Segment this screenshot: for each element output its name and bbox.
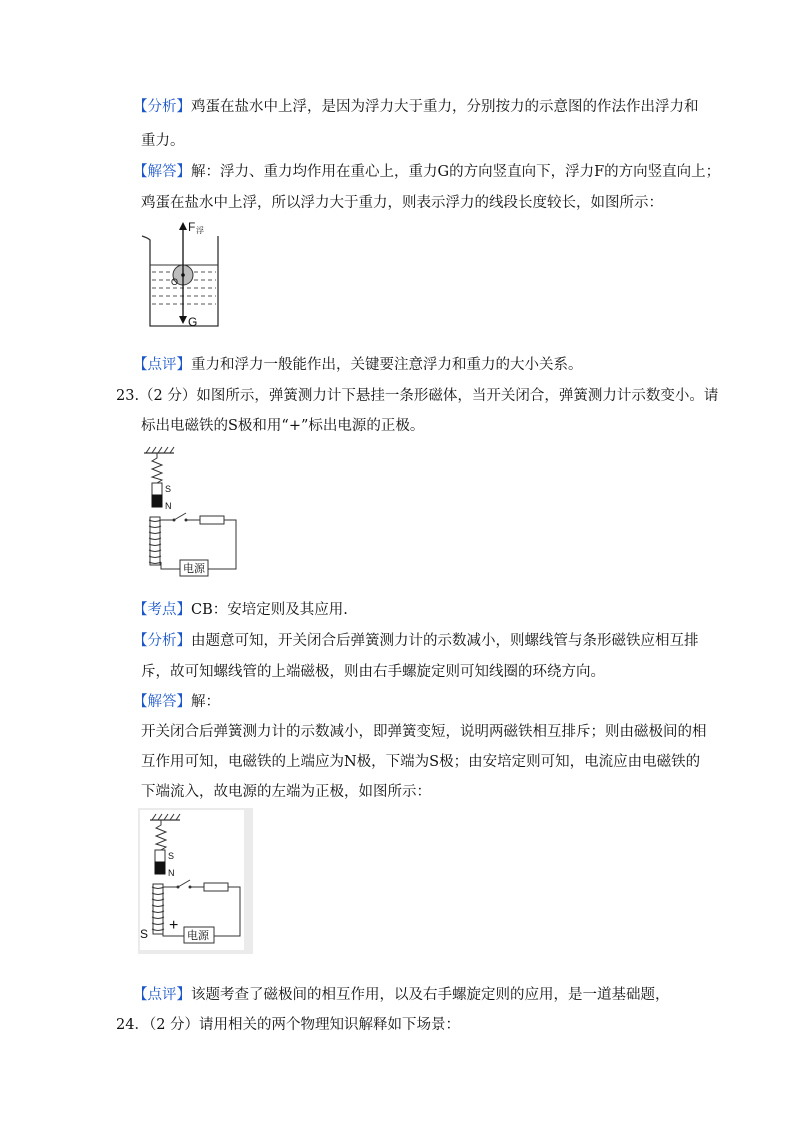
q23-stem-line-1: 23.（2 分）如图所示，弹簧测力计下悬挂一条形磁体，当开关闭合，弹簧测力计示数变小。请 bbox=[116, 388, 719, 404]
gravity-label: G bbox=[188, 315, 198, 329]
q23-comment-line bbox=[133, 985, 670, 1005]
q23-comment-tag: 【点评】 bbox=[133, 987, 191, 1003]
solenoid-s-pole-label: S bbox=[140, 927, 149, 941]
analysis-line-2: 重力。 bbox=[141, 133, 185, 149]
answer-magnet-s-label: S bbox=[168, 851, 175, 861]
q23-stem-line-2: 标出电磁铁的S极和用“+”标出电源的正极。 bbox=[141, 418, 425, 434]
q23-answer-head-text: 解： bbox=[191, 694, 220, 710]
q23-analysis-tag: 【分析】 bbox=[133, 633, 191, 649]
answer-circuit-figure bbox=[138, 808, 253, 954]
comment-text: 重力和浮力一般能作出，关键要注意浮力和重力的大小关系。 bbox=[191, 357, 583, 373]
comment-tag: 【点评】 bbox=[133, 357, 191, 373]
q23-analysis-line-2: 斥，故可知螺线管的上端磁极，则由右手螺旋定则可知线圈的环绕方向。 bbox=[141, 664, 605, 680]
q23-answer-line-3: 下端流入，故电源的左端为正极，如图所示： bbox=[141, 784, 431, 800]
power-supply-label: 电源 bbox=[183, 563, 205, 575]
beaker-force-diagram bbox=[138, 214, 248, 334]
answer-tag: 【解答】 bbox=[133, 164, 191, 180]
analysis-text: 鸡蛋在盐水中上浮，是因为浮力大于重力，分别按力的示意图的作法作出浮力和 bbox=[191, 99, 699, 115]
answer-line-2: 鸡蛋在盐水中上浮，所以浮力大于重力，则表示浮力的线段长度较长，如图所示： bbox=[141, 195, 663, 211]
center-label: O bbox=[171, 277, 179, 287]
q23-answer-line-1: 开关闭合后弹簧测力计的示数减小，即弹簧变短，说明两磁铁相互排斥；则由磁极间的相 bbox=[141, 724, 707, 740]
answer-magnet-n-label: N bbox=[168, 868, 175, 878]
positive-terminal-mark: + bbox=[169, 917, 179, 934]
q23-analysis-text: 由题意可知，开关闭合后弹簧测力计的示数减小，则螺线管与条形磁铁应相互排 bbox=[191, 633, 699, 649]
answer-power-supply-label: 电源 bbox=[187, 930, 209, 942]
q23-analysis-line-1 bbox=[133, 631, 699, 651]
answer-line-1 bbox=[133, 162, 720, 182]
q24-stem: 24．（2 分）请用相关的两个物理知识解释如下场景： bbox=[116, 1017, 461, 1033]
magnet-s-label: S bbox=[165, 484, 172, 494]
magnet-n-label: N bbox=[165, 501, 172, 511]
q23-answer-line-2: 互作用可知，电磁铁的上端应为N极，下端为S极；由安培定则可知，电流应由电磁铁的 bbox=[141, 754, 701, 770]
kaodian-tag: 【考点】 bbox=[133, 602, 191, 618]
q23-answer-head bbox=[133, 692, 220, 712]
answer-text: 解：浮力、重力均作用在重心上，重力G的方向竖直向下，浮力F的方向竖直向上； bbox=[191, 164, 721, 180]
analysis-tag: 【分析】 bbox=[133, 99, 191, 115]
q23-answer-tag: 【解答】 bbox=[133, 694, 191, 710]
question-circuit-figure bbox=[138, 445, 248, 580]
buoyancy-subscript: 浮 bbox=[196, 226, 204, 235]
kaodian-line bbox=[133, 600, 348, 620]
q23-comment-text: 该题考查了磁极间的相互作用，以及右手螺旋定则的应用，是一道基础题， bbox=[191, 987, 670, 1003]
kaodian-text: CB：安培定则及其应用. bbox=[191, 602, 348, 618]
comment-line bbox=[133, 355, 583, 375]
buoyancy-label: F bbox=[188, 220, 196, 234]
analysis-line-1 bbox=[133, 97, 699, 117]
